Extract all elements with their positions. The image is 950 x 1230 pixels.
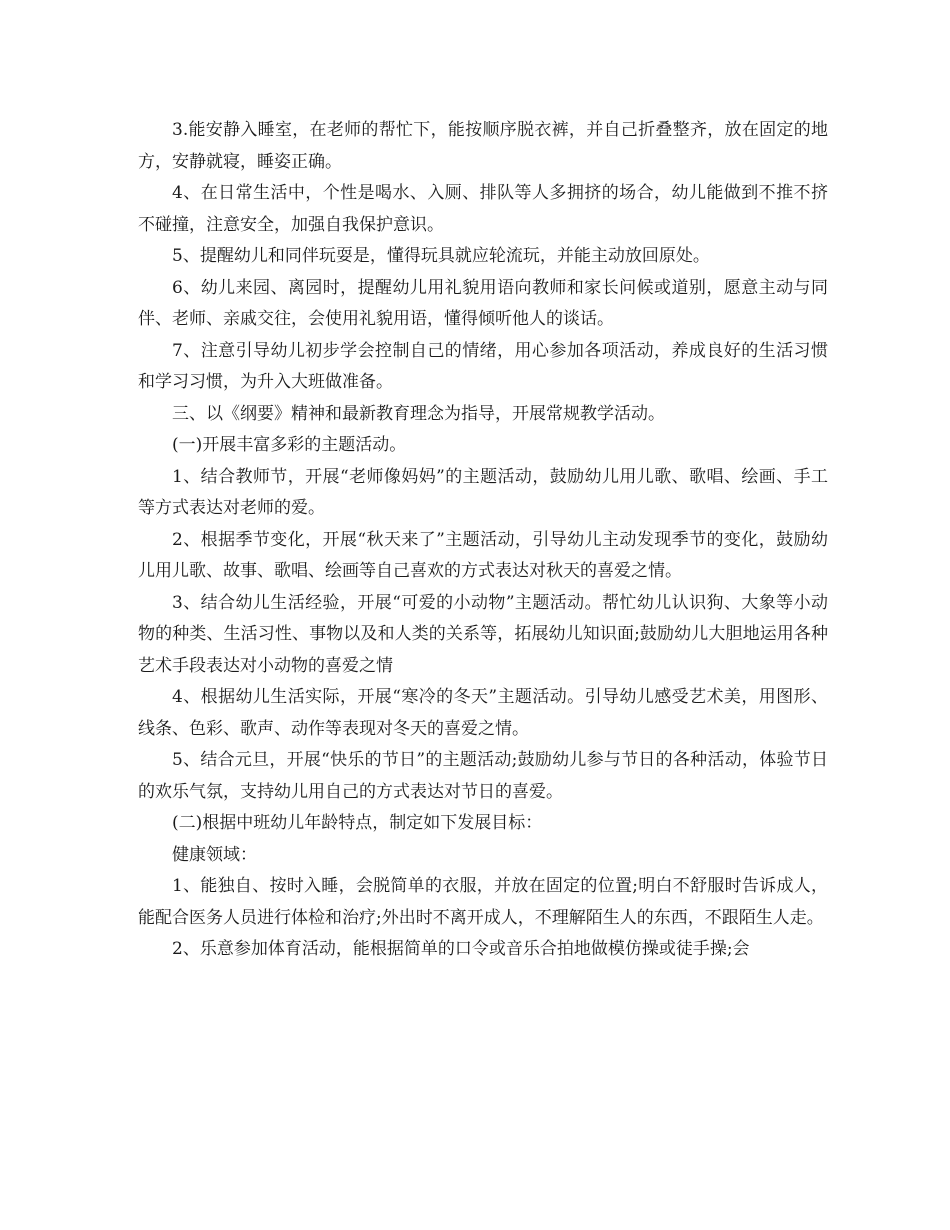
section-heading-teaching: 三、以《纲要》精神和最新教育理念为指导，开展常规教学活动。 — [172, 403, 665, 424]
paragraph-sharing-toys: 5、提醒幼儿和同伴玩耍是，懂得玩具就应轮流玩，并能主动放回原处。 — [172, 246, 710, 266]
paragraph-health-goal-1: 1、能独自、按时入睡，会脱简单的衣服，并放在固定的位置;明白不舒服时告诉成人，能配合医务人员进行体检和治疗;外出时不离开成人，不理解陌生人的东西，不跟陌生人走。 — [138, 876, 828, 928]
subsection-heading-themes: (一)开展丰富多彩的主题活动。 — [172, 435, 407, 455]
subsection-heading-goals: (二)根据中班幼儿年龄特点，制定如下发展目标： — [172, 813, 543, 833]
paragraph-emotion-control: 7、注意引导幼儿初步学会控制自己的情绪，用心参加各项活动，养成良好的生活习惯和学习习惯，为升入大班做准备。 — [138, 340, 828, 392]
paragraph-new-year-theme: 5、结合元旦，开展“快乐的节日”的主题活动;鼓励幼儿参与节日的各种活动，体验节日的欢乐气氛，支持幼儿用自己的方式表达对节日的喜爱。 — [138, 750, 828, 802]
paragraph-polite-language: 6、幼儿来园、离园时，提醒幼儿用礼貌用语向教师和家长问候或道别，愿意主动与同伴、老师、亲戚交往，会使用礼貌用语，懂得倾听他人的谈话。 — [138, 277, 828, 329]
paragraph-teachers-day: 1、结合教师节，开展“老师像妈妈”的主题活动，鼓励幼儿用儿歌、歌唱、绘画、手工等方式表达对老师的爱。 — [138, 466, 828, 518]
paragraph-autumn-theme: 2、根据季节变化，开展“秋天来了”主题活动，引导幼儿主动发现季节的变化，鼓励幼儿用儿歌、故事、歌唱、绘画等自己喜欢的方式表达对秋天的喜爱之情。 — [138, 529, 828, 581]
heading-health-domain: 健康领域： — [172, 844, 257, 865]
paragraph-health-goal-2: 2、乐意参加体育活动，能根据简单的口令或音乐合拍地做模仿操或徒手操;会 — [172, 939, 750, 959]
paragraph-animals-theme: 3、结合幼儿生活经验，开展“可爱的小动物”主题活动。帮忙幼儿认识狗、大象等小动物的种类、生活习性、事物以及和人类的关系等，拓展幼儿知识面;鼓励幼儿大胆地运用各种艺术手段表达对小动物的喜爱之情 — [138, 592, 828, 676]
paragraph-safety-awareness: 4、在日常生活中，个性是喝水、入厕、排队等人多拥挤的场合，幼儿能做到不推不挤不碰撞，注意安全，加强自我保护意识。 — [138, 183, 828, 235]
document-body — [138, 115, 828, 966]
paragraph-sleep-routine: 3.能安静入睡室，在老师的帮忙下，能按顺序脱衣裤，并自己折叠整齐，放在固定的地方，安静就寝，睡姿正确。 — [138, 120, 828, 172]
paragraph-winter-theme: 4、根据幼儿生活实际，开展“寒冷的冬天”主题活动。引导幼儿感受艺术美，用图形、线条、色彩、歌声、动作等表现对冬天的喜爱之情。 — [138, 687, 828, 739]
